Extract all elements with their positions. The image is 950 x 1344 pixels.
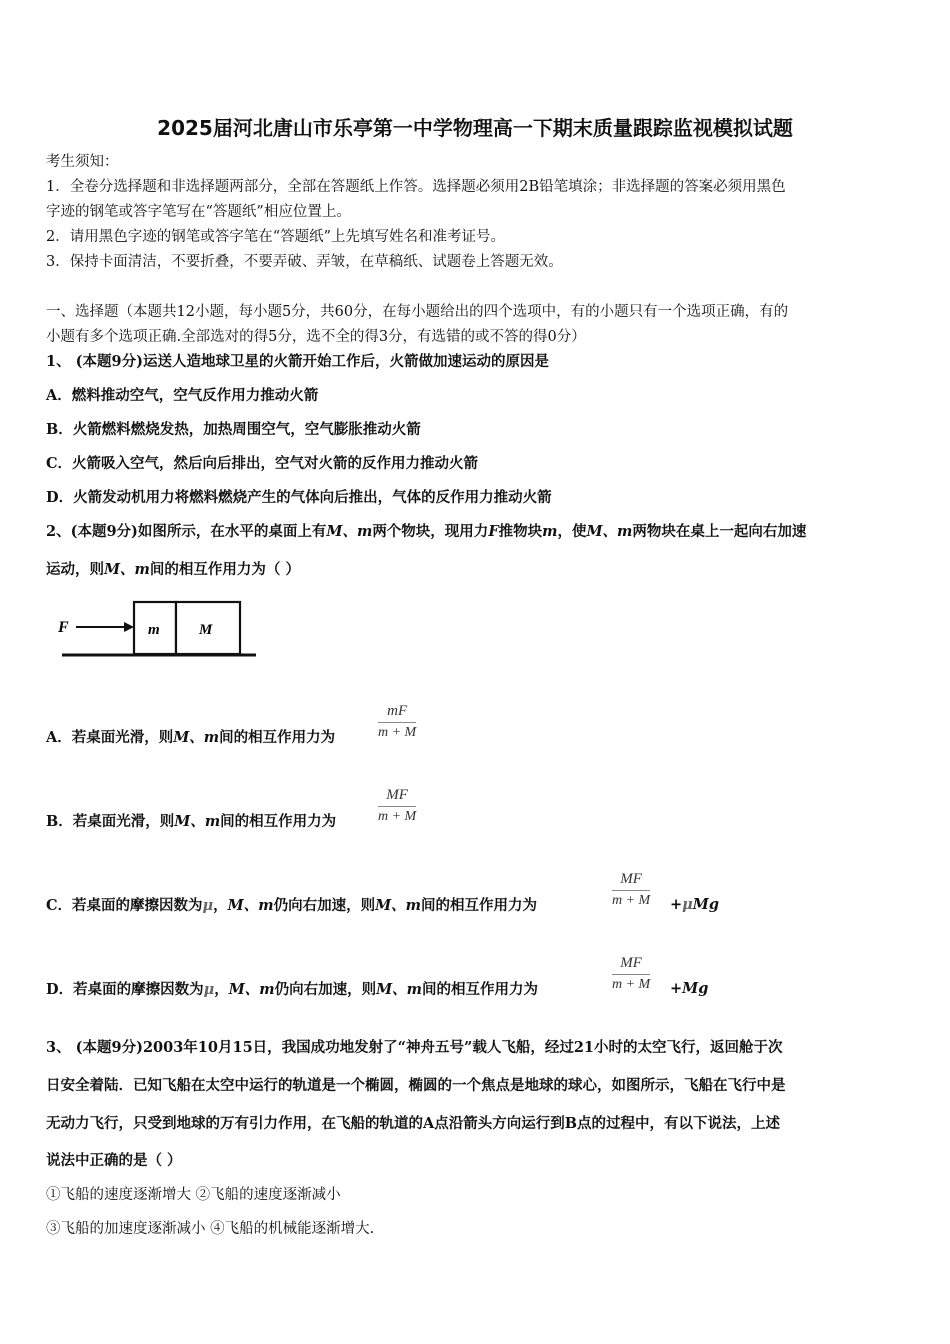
q2-option-d: D．若桌面的摩擦因数为μ，M、m仍向右加速，则M、m间的相互作用力为 xyxy=(46,981,539,998)
force-label: F xyxy=(58,619,69,636)
q3-stem-line4: 说法中正确的是（ ） xyxy=(46,1152,182,1169)
q2-option-d-fraction: $\frac{MF}{m + M}$ xyxy=(612,955,651,992)
q1-option-d: D．火箭发动机用力将燃料燃烧产生的气体向后推出，气体的反作用力推动火箭 xyxy=(46,489,552,506)
notice-item-1a: 1．全卷分选择题和非选择题两部分，全部在答题纸上作答。选择题必须用2B铅笔填涂；非选择题的答案必须用黑色 xyxy=(46,179,786,195)
notice-heading: 考生须知： xyxy=(46,154,119,170)
block-m-label: m xyxy=(148,622,160,638)
notice-item-3: 3．保持卡面清洁，不要折叠，不要弄破、弄皱，在草稿纸、试题卷上答题无效。 xyxy=(46,254,563,270)
q3-stem-line2: 日安全着陆．已知飞船在太空中运行的轨道是一个椭圆，椭圆的一个焦点是地球的球心，如图所示，飞船在飞行中是 xyxy=(46,1077,786,1094)
section-heading-line1: 一、选择题（本题共12小题，每小题5分，共60分，在每小题给出的四个选项中，有的小题只有一个选项正确，有的 xyxy=(46,304,789,320)
q2-option-c-fraction: $\frac{MF}{m + M}$ xyxy=(612,871,651,908)
force-arrow-head xyxy=(124,622,134,632)
q1-stem: 1、 (本题9分)运送人造地球卫星的火箭开始工作后，火箭做加速运动的原因是 xyxy=(46,353,549,370)
q2-option-b: B．若桌面光滑，则M、m间的相互作用力为 xyxy=(46,813,337,830)
q1-option-c: C．火箭吸入空气，然后向后排出，空气对火箭的反作用力推动火箭 xyxy=(46,455,479,472)
section-heading-line2: 小题有多个选项正确.全部选对的得5分，选不全的得3分，有选错的或不答的得0分） xyxy=(46,329,586,345)
q2-blocks-figure xyxy=(50,596,265,662)
q2-option-c-tail: +μMg xyxy=(670,896,719,913)
notice-item-2: 2．请用黑色字迹的钢笔或答字笔在“答题纸”上先填写姓名和准考证号。 xyxy=(46,229,506,245)
q1-option-b: B．火箭燃料燃烧发热，加热周围空气，空气膨胀推动火箭 xyxy=(46,421,421,438)
q2-stem-line1: 2、(本题9分)如图所示，在水平的桌面上有M、m两个物块，现用力F推物块m，使M、m两物块在桌上一起向右加速 xyxy=(46,523,807,540)
q3-stem-line1: 3、 (本题9分)2003年10月15日，我国成功地发射了“神舟五号”载人飞船，经过21小时的太空飞行，返回舱于次 xyxy=(46,1039,783,1056)
q2-option-c: C．若桌面的摩擦因数为μ，M、m仍向右加速，则M、m间的相互作用力为 xyxy=(46,897,537,914)
q2-option-a-fraction: $\frac{mF}{m + M}$ xyxy=(378,703,417,740)
block-M-label: M xyxy=(199,622,213,638)
page-title: 2025届河北唐山市乐亭第一中学物理高一下期末质量跟踪监视模拟试题 xyxy=(157,116,793,140)
notice-item-1b: 字迹的钢笔或答字笔写在“答题纸”相应位置上。 xyxy=(46,204,351,220)
q2-stem-line2: 运动，则M、m间的相互作用力为（ ） xyxy=(46,561,300,578)
q1-option-a: A．燃料推动空气，空气反作用力推动火箭 xyxy=(46,387,319,404)
q3-stem-line3: 无动力飞行，只受到地球的万有引力作用，在飞船的轨道的A点沿箭头方向运行到B点的过程中，有以下说法，上述 xyxy=(46,1115,781,1132)
q2-option-a: A．若桌面光滑，则M、m间的相互作用力为 xyxy=(46,729,336,746)
q3-options-3-4: ③飞船的加速度逐渐减小 ④飞船的机械能逐渐增大. xyxy=(46,1221,375,1237)
q2-option-b-fraction: $\frac{MF}{m + M}$ xyxy=(378,787,417,824)
q2-option-d-tail: +Mg xyxy=(670,980,709,997)
q3-options-1-2: ①飞船的速度逐渐增大 ②飞船的速度逐渐减小 xyxy=(46,1187,341,1203)
